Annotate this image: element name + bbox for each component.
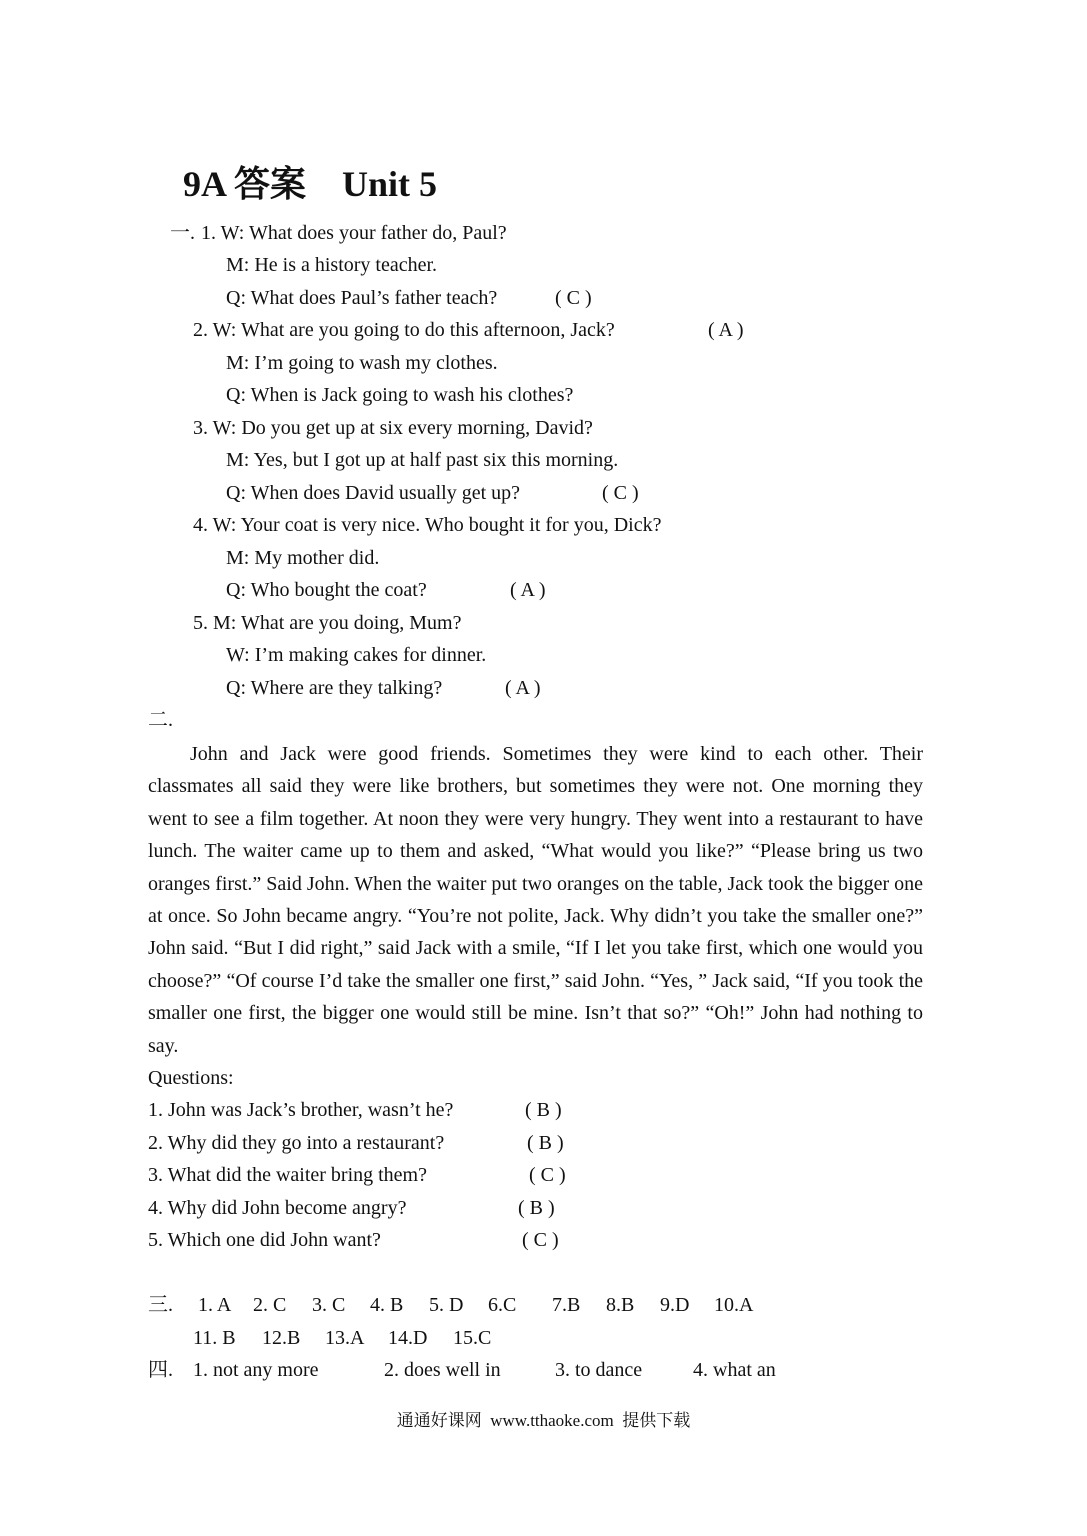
question-5-answer: ( C )	[522, 1229, 559, 1251]
question-1-answer: ( B )	[525, 1099, 562, 1121]
question-4: 4. Why did John become angry?	[148, 1197, 407, 1219]
answer-key-item: 14.D	[388, 1327, 428, 1349]
answer-key-item: 4. B	[370, 1294, 404, 1316]
dialogue-3-m: M: Yes, but I got up at half past six this morning.	[226, 449, 619, 471]
section-3-marker: 三.	[148, 1294, 173, 1316]
dialogue-5-q: Q: Where are they talking?	[226, 677, 443, 699]
section-1-marker: 一.	[170, 222, 195, 244]
dialogue-1-answer: ( C )	[555, 287, 592, 309]
question-1: 1. John was Jack’s brother, wasn’t he?	[148, 1099, 454, 1121]
answer-key-item: 3. C	[312, 1294, 346, 1316]
answer-key-item: 10.A	[714, 1294, 754, 1316]
fill-in-item: 1. not any more	[193, 1359, 319, 1381]
dialogue-5-m: 5. M: What are you doing, Mum?	[193, 612, 462, 634]
answer-key-item: 6.C	[488, 1294, 517, 1316]
dialogue-5-answer: ( A )	[505, 677, 541, 699]
dialogue-3-w: 3. W: Do you get up at six every morning, David?	[193, 417, 593, 439]
dialogue-2-answer: ( A )	[708, 319, 744, 341]
dialogue-2-q: Q: When is Jack going to wash his clothes?	[226, 384, 574, 406]
answer-key-item: 5. D	[429, 1294, 464, 1316]
answer-key-item: 7.B	[552, 1294, 581, 1316]
fill-in-item: 3. to dance	[555, 1359, 643, 1381]
question-3: 3. What did the waiter bring them?	[148, 1164, 427, 1186]
answer-key-item: 8.B	[606, 1294, 635, 1316]
question-2-answer: ( B )	[527, 1132, 564, 1154]
page-footer: 通通好课网 www.tthaoke.com 提供下载	[396, 1411, 691, 1430]
dialogue-1-m: M: He is a history teacher.	[226, 254, 438, 276]
answer-key-item: 13.A	[325, 1327, 365, 1349]
dialogue-4-m: M: My mother did.	[226, 547, 380, 569]
dialogue-2-w: 2. W: What are you going to do this afternoon, Jack?	[193, 319, 615, 341]
answer-key-item: 2. C	[253, 1294, 287, 1316]
dialogue-3-q: Q: When does David usually get up?	[226, 482, 521, 504]
question-5: 5. Which one did John want?	[148, 1229, 381, 1251]
dialogue-4-answer: ( A )	[510, 579, 546, 601]
questions-label: Questions:	[148, 1067, 234, 1089]
page-title: 9A 答案 Unit 5	[183, 164, 438, 204]
answer-key-item: 11. B	[193, 1327, 236, 1349]
answer-key-item: 1. A	[198, 1294, 232, 1316]
answer-key-item: 15.C	[453, 1327, 492, 1349]
question-4-answer: ( B )	[518, 1197, 555, 1219]
reading-passage: John and Jack were good friends. Sometimes they were kind to each other. Their classmates all said they were like brothers, but sometimes they were not. One morning they went to see a film together. At noon they were very hungry. They went into a restaurant to have lunch. The waiter came up to them and asked, “What would you like?” “Please bring us two oranges first.” Said John. When the waiter put two oranges on the table, Jack took the bigger one at once. So John became angry. “You’re not polite, Jack. Why didn’t you take the smaller one?” John said. “But I did right,” said Jack with a smile, “If I let you take first, which one would you choose?” “Of course I’d take the smaller one first,” said John. “Yes, ” Jack said, “If you took the smaller one first, the bigger one would still be mine. Isn’t that so?” “Oh!” John had nothing to say.	[148, 743, 923, 1057]
dialogue-1-w: 1. W: What does your father do, Paul?	[201, 222, 507, 244]
dialogue-1-q: Q: What does Paul’s father teach?	[226, 287, 498, 309]
fill-in-item: 4. what an	[693, 1359, 776, 1381]
dialogue-4-q: Q: Who bought the coat?	[226, 579, 427, 601]
answer-key-item: 12.B	[262, 1327, 301, 1349]
section-2-marker: 二.	[148, 709, 173, 731]
question-3-answer: ( C )	[529, 1164, 566, 1186]
section-4-marker: 四.	[148, 1359, 173, 1381]
question-2: 2. Why did they go into a restaurant?	[148, 1132, 445, 1154]
answer-key-item: 9.D	[660, 1294, 690, 1316]
dialogue-3-answer: ( C )	[602, 482, 639, 504]
dialogue-2-m: M: I’m going to wash my clothes.	[226, 352, 498, 374]
dialogue-4-w: 4. W: Your coat is very nice. Who bought it for you, Dick?	[193, 514, 662, 536]
dialogue-5-w: W: I’m making cakes for dinner.	[226, 644, 487, 666]
fill-in-item: 2. does well in	[384, 1359, 501, 1381]
